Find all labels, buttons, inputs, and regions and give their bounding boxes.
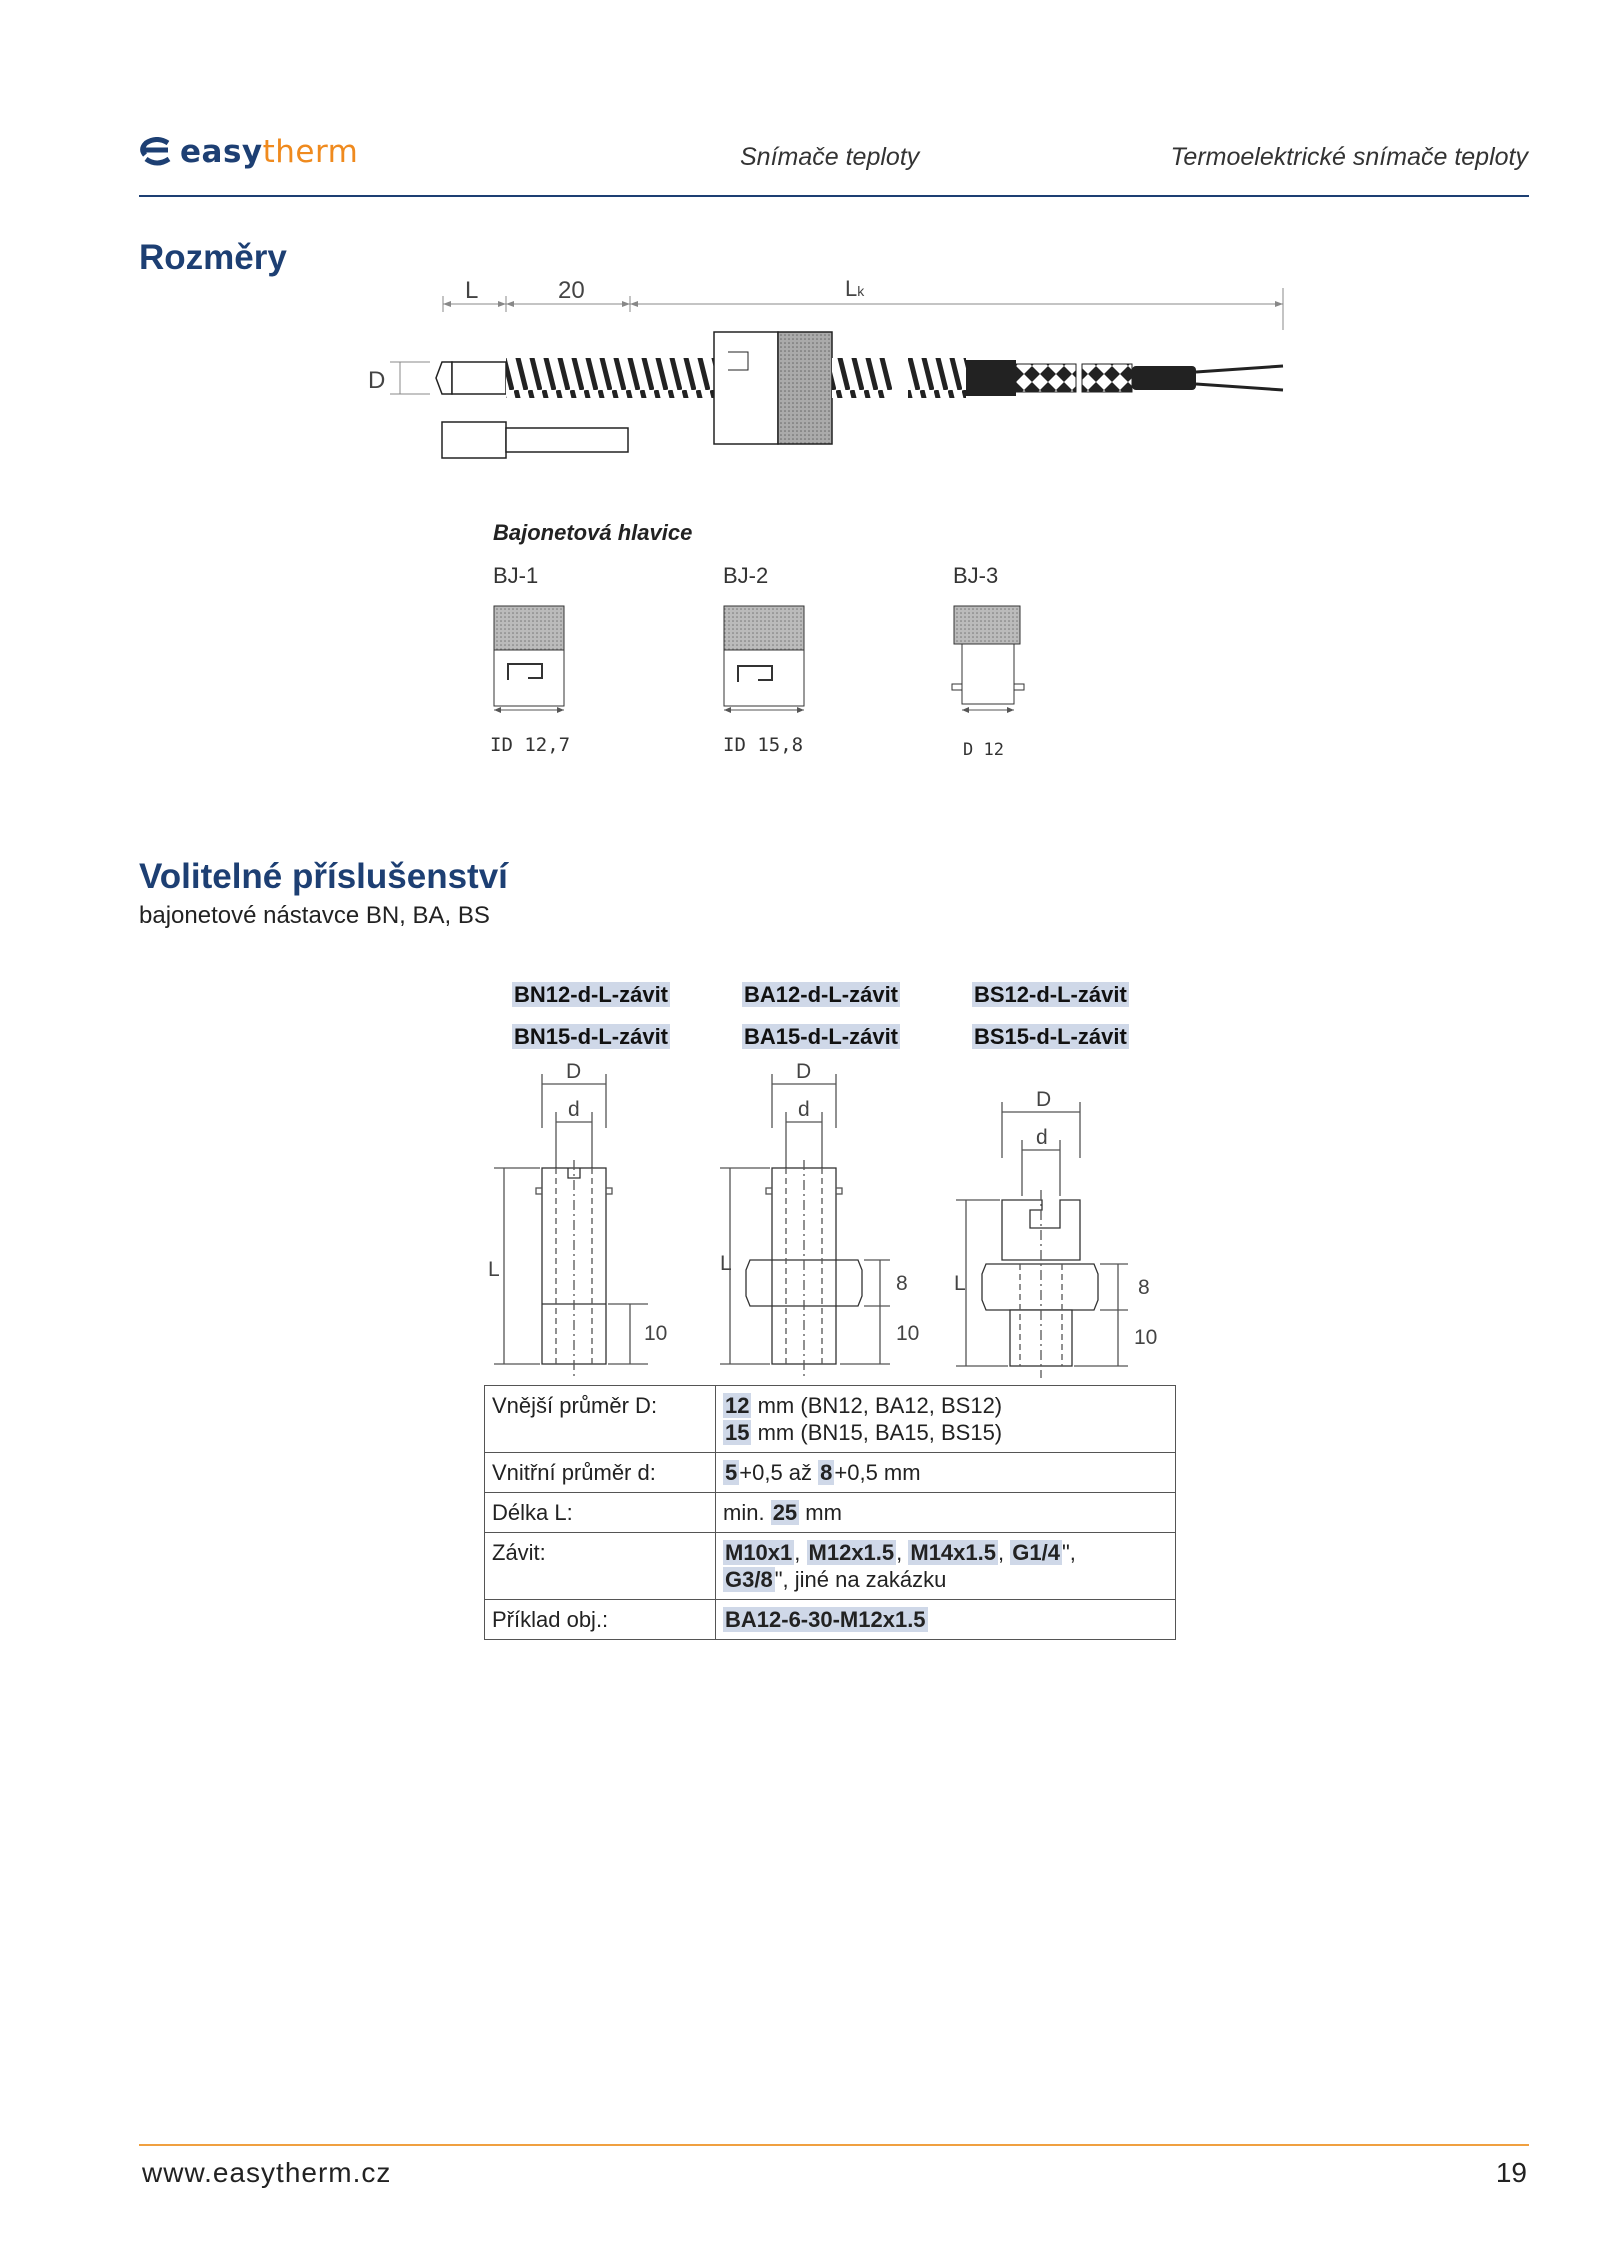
accessories-title: Volitelné příslušenství [139, 857, 508, 896]
head-dim-bj1: ID 12,7 [490, 734, 571, 756]
example-value: BA12-6-30-M12x1.5 [716, 1600, 1176, 1640]
model-bn12: BN12-d-L-závit [514, 982, 669, 1007]
table-row [485, 1386, 1176, 1453]
ba-label-D: D [796, 1060, 812, 1083]
dim-label-20: 20 [558, 277, 585, 304]
footer-url[interactable]: www.easytherm.cz [142, 2157, 392, 2188]
bn-label-10: 10 [644, 1322, 668, 1345]
probe-drawing [360, 270, 1300, 470]
inner-diameter-value: 5+0,5 až 8+0,5 mm [716, 1453, 1176, 1493]
head-name-bj2: BJ-2 [723, 563, 769, 588]
bn-label-d: d [568, 1098, 580, 1121]
ba-label-10: 10 [896, 1322, 920, 1345]
outer-diameter-value: 12 mm (BN12, BA12, BS12) 15 mm (BN15, BA15, BS15) [716, 1386, 1176, 1453]
thread-label: Závit: [485, 1533, 716, 1600]
model-bs12: BS12-d-L-závit [974, 982, 1127, 1007]
dim-label-l: L [465, 277, 479, 304]
header-category: Snímače teploty [740, 143, 920, 171]
bs-label-d: d [1036, 1126, 1048, 1149]
logo-icon [140, 137, 174, 167]
dim-label-lk: Lk [845, 276, 865, 301]
footer-rule [139, 2144, 1529, 2146]
head-name-bj1: BJ-1 [493, 563, 539, 588]
header-section: Termoelektrické snímače teploty [1170, 143, 1528, 171]
table-row [485, 1493, 1176, 1533]
table-row [485, 1600, 1176, 1640]
outer-diameter-label: Vnější průměr D: [485, 1386, 716, 1453]
ba-label-L: L [720, 1252, 732, 1275]
logo [140, 134, 358, 170]
head-dim-bj3: D 12 [963, 740, 1004, 760]
inner-diameter-label: Vnitřní průměr d: [485, 1453, 716, 1493]
ba-label-8: 8 [896, 1272, 908, 1295]
model-ba12: BA12-d-L-závit [744, 982, 899, 1007]
dim-label-d: D [368, 367, 386, 394]
table-row [485, 1533, 1176, 1600]
bs-label-8: 8 [1138, 1276, 1150, 1299]
model-bs15: BS15-d-L-závit [974, 1024, 1127, 1049]
length-value: min. 25 mm [716, 1493, 1176, 1533]
adapter-drawings [480, 1060, 1200, 1380]
bayonet-heads-drawing [480, 600, 1080, 720]
thread-value: M10x1, M12x1.5, M14x1.5, G1/4", G3/8", jiné na zakázku [716, 1533, 1176, 1600]
model-ba15: BA15-d-L-závit [744, 1024, 899, 1049]
bs-label-L: L [954, 1272, 966, 1295]
header-rule [139, 195, 1529, 197]
bayonet-caption: Bajonetová hlavice [493, 520, 693, 545]
accessories-subtitle: bajonetové nástavce BN, BA, BS [139, 902, 490, 929]
bn-label-L: L [488, 1258, 500, 1281]
table-row [485, 1453, 1176, 1493]
bs-label-10: 10 [1134, 1326, 1158, 1349]
head-name-bj3: BJ-3 [953, 563, 999, 588]
model-bn15: BN15-d-L-závit [514, 1024, 669, 1049]
logo-text-therm: therm [262, 134, 359, 170]
page-number: 19 [1495, 2157, 1527, 2188]
logo-text-easy: easy [180, 134, 263, 170]
spec-table [484, 1385, 1176, 1640]
example-label: Příklad obj.: [485, 1600, 716, 1640]
bs-label-D: D [1036, 1088, 1052, 1111]
length-label: Délka L: [485, 1493, 716, 1533]
ba-label-d: d [798, 1098, 810, 1121]
head-dim-bj2: ID 15,8 [723, 734, 804, 756]
dimensions-title: Rozměry [139, 238, 287, 277]
bn-label-D: D [566, 1060, 582, 1083]
